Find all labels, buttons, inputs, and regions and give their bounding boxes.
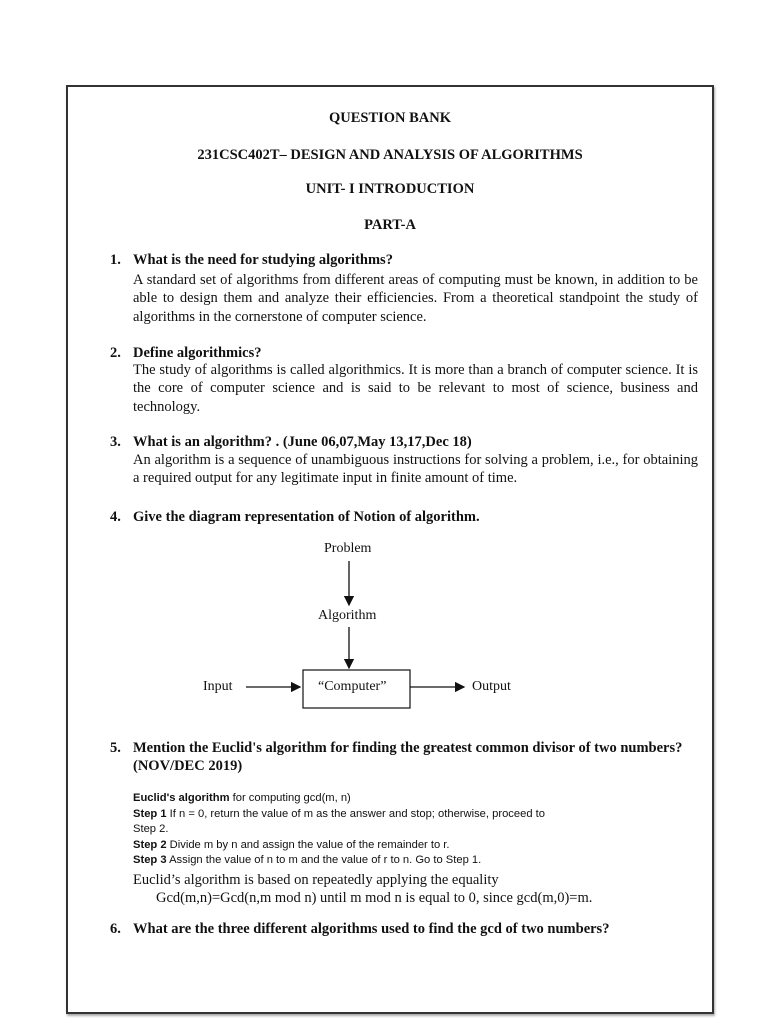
step-1-text: If n = 0, return the value of m as the answer and stop; otherwise, proceed to Step 2.: [133, 807, 545, 835]
step-1-label: Step 1: [133, 807, 167, 820]
step-2-text: Divide m by n and assign the value of the remainder to r.: [166, 838, 450, 851]
question-6: [110, 920, 700, 938]
question-text: What is the need for studying algorithms?: [133, 252, 393, 268]
step-3-label: Step 3: [133, 854, 167, 866]
diagram-input-label: Input: [203, 679, 233, 694]
euclid-algorithm: [133, 791, 553, 869]
answer-1: A standard set of algorithms from different areas of computing must be known, in addition to be able to design them and analyze their efficiencies. From a theoretical standpoint the study of algorithms in the cornerstone of computer science.: [133, 272, 698, 325]
unit-title: UNIT- I INTRODUCTION: [305, 181, 475, 197]
part-title: PART-A: [364, 217, 416, 233]
step-3-text: Assign the value of n to m and the value of r to n. Go to Step 1.: [166, 854, 482, 866]
question-text: What are the three different algorithms used to find the gcd of two numbers?: [133, 921, 610, 937]
diagram-computer-label: “Computer”: [318, 679, 387, 694]
question-text: Mention the Euclid's algorithm for finding the greatest common divisor of two numbers? (NOV/DEC 2019): [133, 740, 683, 774]
answer-2: The study of algorithms is called algorithmics. It is more than a branch of computer science. It is the core of computer science and is said to be relevant to most of science, business and technology.: [133, 362, 698, 415]
question-number: 5.: [110, 740, 121, 756]
euclid-title: Euclid's algorithm: [133, 792, 230, 804]
question-number: 4.: [110, 509, 121, 525]
step-2-label: Step 2: [133, 838, 167, 851]
question-number: 2.: [110, 345, 121, 361]
diagram-output-label: Output: [472, 679, 511, 694]
answer-3: An algorithm is a sequence of unambiguous instructions for solving a problem, i.e., for obtaining a required output for any legitimate input in finite amount of time.: [133, 452, 698, 487]
question-text: Give the diagram representation of Notion of algorithm.: [133, 509, 480, 525]
question-number: 3.: [110, 434, 121, 450]
diagram-algorithm-label: Algorithm: [318, 608, 377, 623]
question-5: [110, 739, 700, 775]
question-text: Define algorithmics?: [133, 345, 262, 361]
euclid-title-rest: for computing gcd(m, n): [229, 792, 351, 804]
question-text: What is an algorithm? . (June 06,07,May 13,17,Dec 18): [133, 434, 472, 450]
question-number: 6.: [110, 921, 121, 937]
euclid-equality: Gcd(m,n)=Gcd(n,m mod n) until m mod n is equal to 0, since gcd(m,0)=m.: [156, 890, 593, 906]
diagram-problem-label: Problem: [324, 541, 372, 556]
doc-title: QUESTION BANK: [328, 110, 452, 126]
course-title: 231CSC402T– DESIGN AND ANALYSIS OF ALGORITHMS: [197, 147, 583, 163]
question-number: 1.: [110, 252, 121, 268]
euclid-note: Euclid’s algorithm is based on repeatedly applying the equality: [133, 872, 499, 888]
